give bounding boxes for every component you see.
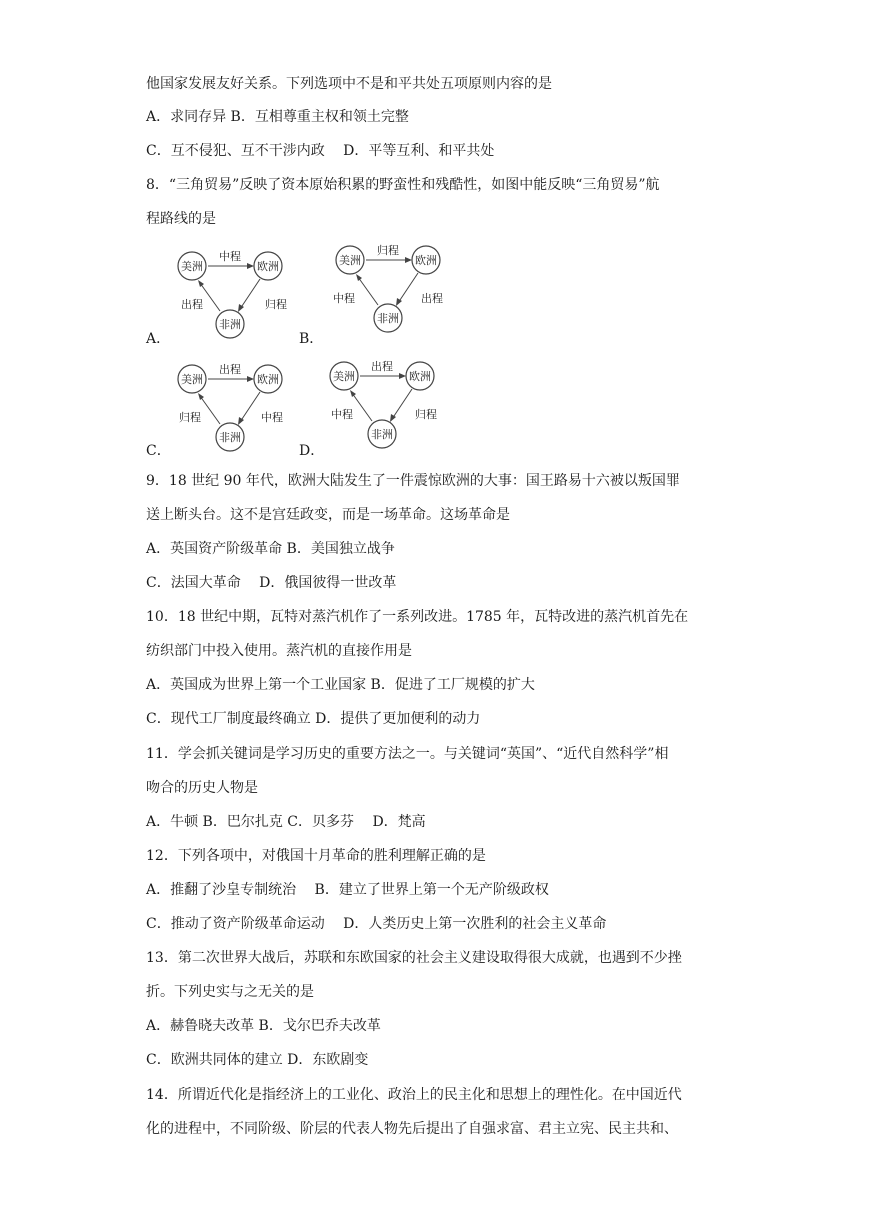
text-line: 程路线的是 (146, 211, 216, 227)
text-line: 11．学会抓关键词是学习历史的重要方法之一。与关键词“英国”、“近代自然科学”相 (146, 746, 669, 762)
text-line: A．赫鲁晓夫改革 B．戈尔巴乔夫改革 (146, 1018, 381, 1034)
option-label: A． (146, 331, 171, 347)
trade-route-diagram (328, 240, 458, 336)
node-label: 非洲 (371, 428, 393, 441)
text-line: 14．所谓近代化是指经济上的工业化、政治上的民主化和思想上的理性化。在中国近代 (146, 1087, 682, 1103)
route-label: 中程 (261, 411, 283, 424)
route-label: 出程 (181, 298, 203, 311)
route-label: 归程 (415, 408, 437, 421)
route-label: 出程 (219, 363, 241, 376)
option-label: D． (299, 443, 325, 459)
trade-route-diagram (170, 359, 300, 455)
route-label: 归程 (179, 411, 201, 424)
text-line: A．英国资产阶级革命 B．美国独立战争 (146, 541, 395, 557)
text-line: C．欧洲共同体的建立 D．东欧剧变 (146, 1052, 369, 1068)
text-line: A．英国成为世界上第一个工业国家 B．促进了工厂规模的扩大 (146, 677, 535, 693)
text-line: 8．“三角贸易”反映了资本原始积累的野蛮性和残酷性，如图中能反映“三角贸易”航 (146, 177, 660, 193)
option-label: C． (146, 443, 171, 459)
route-label: 出程 (371, 360, 393, 373)
node-label: 美洲 (181, 260, 203, 273)
trade-route-diagram (322, 356, 452, 452)
text-line: 吻合的历史人物是 (146, 780, 258, 796)
route-label: 归程 (377, 244, 399, 257)
text-line: 纺织部门中投入使用。蒸汽机的直接作用是 (146, 643, 412, 659)
text-line: 13．第二次世界大战后，苏联和东欧国家的社会主义建设取得很大成就，也遇到不少挫 (146, 950, 682, 966)
text-line: C．现代工厂制度最终确立 D．提供了更加便利的动力 (146, 711, 481, 727)
node-label: 欧洲 (257, 260, 279, 273)
node-label: 美洲 (181, 373, 203, 386)
text-line: C．推动了资产阶级革命运动 D．人类历史上第一次胜利的社会主义革命 (146, 916, 607, 932)
node-label: 欧洲 (257, 373, 279, 386)
node-label: 欧洲 (409, 370, 431, 383)
text-line: C．互不侵犯、互不干涉内政 D．平等互利、和平共处 (146, 143, 495, 159)
node-label: 欧洲 (415, 254, 437, 267)
text-line: C．法国大革命 D．俄国彼得一世改革 (146, 575, 397, 591)
text-line: 他国家发展友好关系。下列选项中不是和平共处五项原则内容的是 (146, 76, 552, 92)
node-label: 美洲 (333, 370, 355, 383)
text-line: A．推翻了沙皇专制统治 B．建立了世界上第一个无产阶级政权 (146, 882, 549, 898)
trade-route-diagram (170, 246, 300, 342)
route-label: 归程 (265, 298, 287, 311)
text-line: 送上断头台。这不是宫廷政变，而是一场革命。这场革命是 (146, 507, 510, 523)
node-label: 非洲 (219, 431, 241, 444)
node-label: 美洲 (339, 254, 361, 267)
node-label: 非洲 (219, 318, 241, 331)
route-label: 出程 (421, 292, 443, 305)
route-label: 中程 (219, 250, 241, 263)
text-line: 9．18 世纪 90 年代，欧洲大陆发生了一件震惊欧洲的大事：国王路易十六被以叛国罪 (146, 473, 680, 489)
route-label: 中程 (331, 408, 353, 421)
text-line: A．牛顿 B．巴尔扎克 C．贝多芬 D．梵高 (146, 814, 426, 830)
route-label: 中程 (333, 292, 355, 305)
text-line: 12．下列各项中，对俄国十月革命的胜利理解正确的是 (146, 848, 486, 864)
text-line: 折。下列史实与之无关的是 (146, 984, 314, 1000)
option-label: B． (299, 331, 324, 347)
text-line: 化的进程中，不同阶级、阶层的代表人物先后提出了自强求富、君主立宪、民主共和、 (146, 1121, 678, 1137)
text-line: 10．18 世纪中期，瓦特对蒸汽机作了一系列改进。1785 年，瓦特改进的蒸汽机首先在 (146, 609, 689, 625)
node-label: 非洲 (377, 312, 399, 325)
text-line: A．求同存异 B．互相尊重主权和领土完整 (146, 109, 409, 125)
